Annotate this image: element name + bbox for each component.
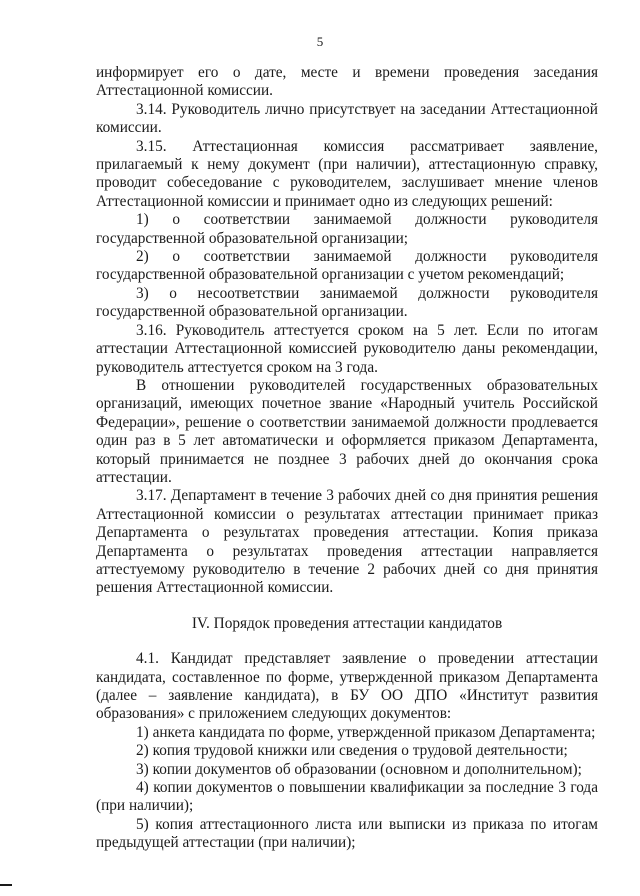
decision-item-2: 2) о соответствии занимаемой должности руководителя государственной образовательной организации с учетом рекомендаций; (96, 248, 598, 284)
scan-corner-mark (0, 884, 12, 886)
paragraph-3-15: 3.15. Аттестационная комиссия рассматривает заявление, прилагаемый к нему документ (при наличии), аттестационную справку, проводит собеседование с руководителем, заслушивает мнение членов Аттестационной комиссии и принимает одно из следующих решений: (96, 137, 598, 210)
section-heading: IV. Порядок проведения аттестации кандидатов (191, 614, 503, 632)
document-list-item-2: 2) копия трудовой книжки или сведения о трудовой деятельности; (136, 742, 568, 760)
document-list-item-3: 3) копии документов об образовании (основном и дополнительном); (136, 760, 582, 778)
paragraph-3-16: 3.16. Руководитель аттестуется сроком на 5 лет. Если по итогам аттестации Аттестационной комиссией руководителю даны рекомендации, руководитель аттестуется сроком на 3 года. (96, 321, 598, 376)
page-number: 5 (316, 34, 324, 49)
decision-item-3: 3) о несоответствии занимаемой должности руководителя государственной образовательной организации. (96, 284, 598, 321)
paragraph-4-1: 4.1. Кандидат представляет заявление о проведении аттестации кандидата, составленное по форме, утвержденной приказом Департамента (далее – заявление кандидата), в БУ ОО ДПО «Институт развития образования» с приложением следующих документов: (96, 650, 598, 723)
document-list-item-4: 4) копии документов о повышении квалификации за последние 3 года (при наличии); (96, 779, 598, 815)
paragraph-continuation: информирует его о дате, месте и времени проведения заседания Аттестационной комиссии. (96, 64, 598, 100)
paragraph-3-17: 3.17. Департамент в течение 3 рабочих дней со дня принятия решения Аттестационной комиссии о результатах аттестации принимает приказ Департамента о результатах проведения аттестации. Копия приказа Департамента о результатах проведения аттестации направляется аттестуемому руководителю в течение 2 рабочих дней со дня принятия решения Аттестационной комиссии. (96, 487, 598, 597)
document-body (96, 64, 598, 853)
document-list-item-5: 5) копия аттестационного листа или выписки из приказа по итогам предыдущей аттестации (при наличии); (96, 815, 598, 852)
document-list-item-1: 1) анкета кандидата по форме, утвержденной приказом Департамента; (136, 723, 596, 741)
decision-item-1: 1) о соответствии занимаемой должности руководителя государственной образовательной организации; (96, 211, 598, 247)
paragraph-honorary-teacher: В отношении руководителей государственных образовательных организаций, имеющих почетное звание «Народный учитель Российской Федерации», решение о соответствии занимаемой должности продлевается один раз в 5 лет автоматически и оформляется приказом Департамента, который принимается не позднее 3 рабочих дней до окончания срока аттестации. (96, 376, 598, 486)
paragraph-3-14: 3.14. Руководитель лично присутствует на заседании Аттестационной комиссии. (96, 100, 598, 137)
